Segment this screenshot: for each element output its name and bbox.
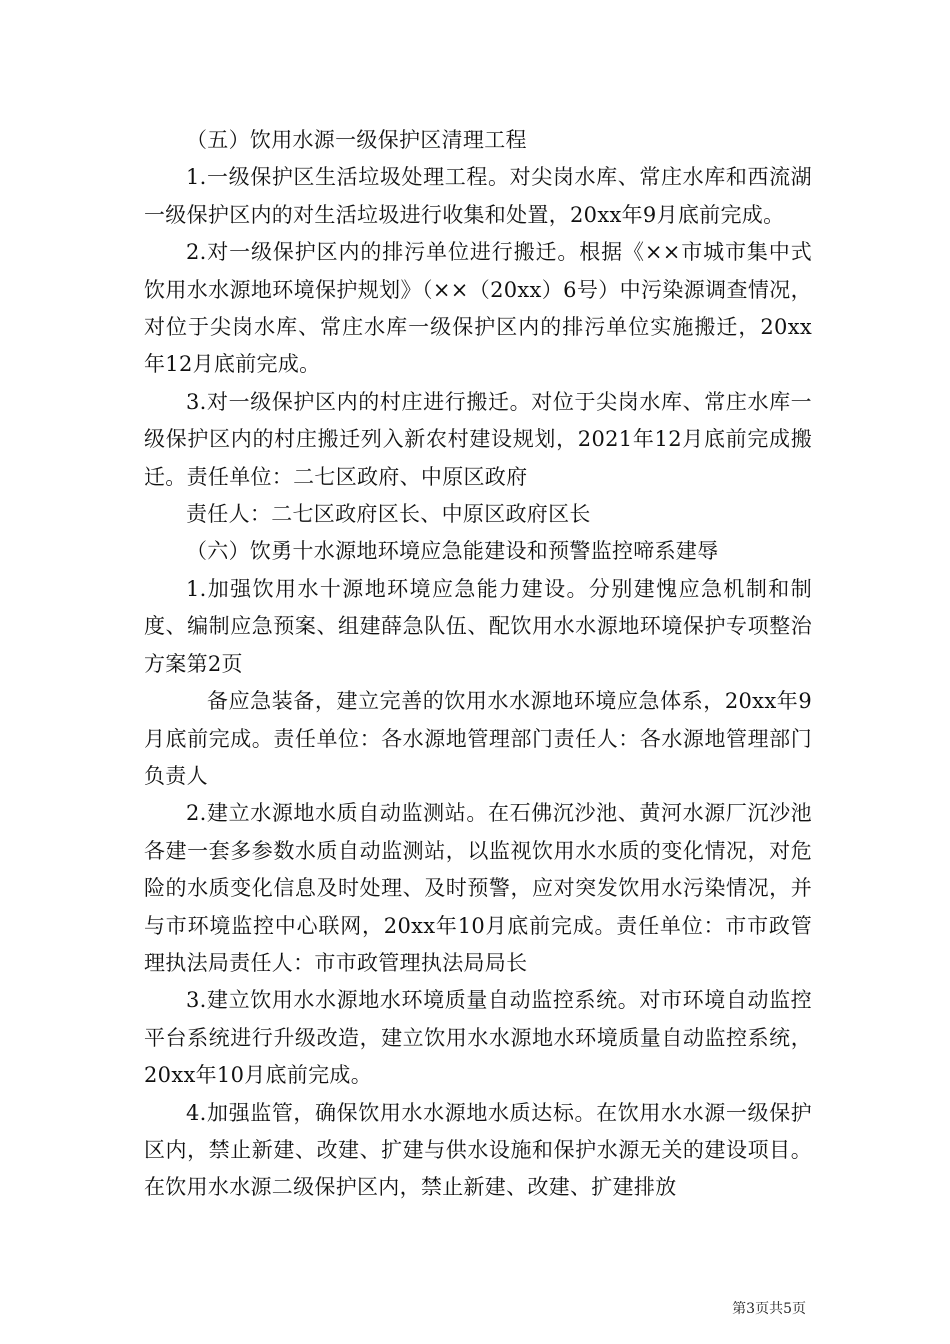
document-body: [144, 122, 812, 1207]
paragraph-item-1: 1.一级保护区生活垃圾处理工程。对尖岗水库、常庄水库和西流湖一级保护区内的对生活垃圾进行收集和处置，20xx年9月底前完成。: [144, 165, 812, 227]
paragraph-item-6-1: 1.加强饮用水十源地环境应急能力建设。分别建愧应急机制和制度、编制应急预案、组建薛急队伍、配饮用水水源地环境保护专项整治方案第2页: [144, 576, 812, 676]
paragraph-item-6-2: 2.建立水源地水质自动监测站。在石佛沉沙池、黄河水源厂沉沙池各建一套多参数水质自动监测站，以监视饮用水水质的变化情况，对危险的水质变化信息及时处理、及时预警，应对突发饮用水污染情况，并与市环境监控中心联网，20xx年10月底前完成。责任单位：市市政管理执法局责任人：市市政管理执法局局长: [144, 801, 812, 975]
section-heading-six: （六）饮勇十水源地环境应急能建设和预警监控啼系建辱: [186, 539, 719, 564]
paragraph-item-6-4: 4.加强监管，确保饮用水水源地水质达标。在饮用水水源一级保护区内，禁止新建、改建、扩建与供水设施和保护水源无关的建设项目。在饮用水水源二级保护区内，禁止新建、改建、扩建排放: [144, 1100, 812, 1200]
page-number-footer: 第3页共5页: [732, 1301, 806, 1317]
paragraph-item-3: 3.对一级保护区内的村庄进行搬迁。对位于尖岗水库、常庄水库一级保护区内的村庄搬迁列入新农村建设规划，2021年12月底前完成搬迁。责任单位：二七区政府、中原区政府: [144, 389, 812, 489]
responsible-person-line: 责任人：二七区政府区长、中原区政府区长: [186, 502, 591, 527]
paragraph-item-2: 2.对一级保护区内的排污单位进行搬迁。根据《××市城市集中式饮用水水源地环境保护规划》（××（20xx）6号）中污染源调查情况，对位于尖岗水库、常庄水库一级保护区内的排污单位实施搬迁，20xx年12月底前完成。: [144, 240, 812, 377]
paragraph-item-6-3: 3.建立饮用水水源地水环境质量自动监控系统。对市环境自动监控平台系统进行升级改造，建立饮用水水源地水环境质量自动监控系统，20xx年10月底前完成。: [144, 988, 812, 1088]
section-heading-five: （五）饮用水源一级保护区清理工程: [186, 128, 527, 152]
paragraph-continuation: 备应急装备，建立完善的饮用水水源地环境应急体系，20xx年9月底前完成。责任单位：各水源地管理部门责任人：各水源地管理部门负责人: [144, 689, 812, 788]
